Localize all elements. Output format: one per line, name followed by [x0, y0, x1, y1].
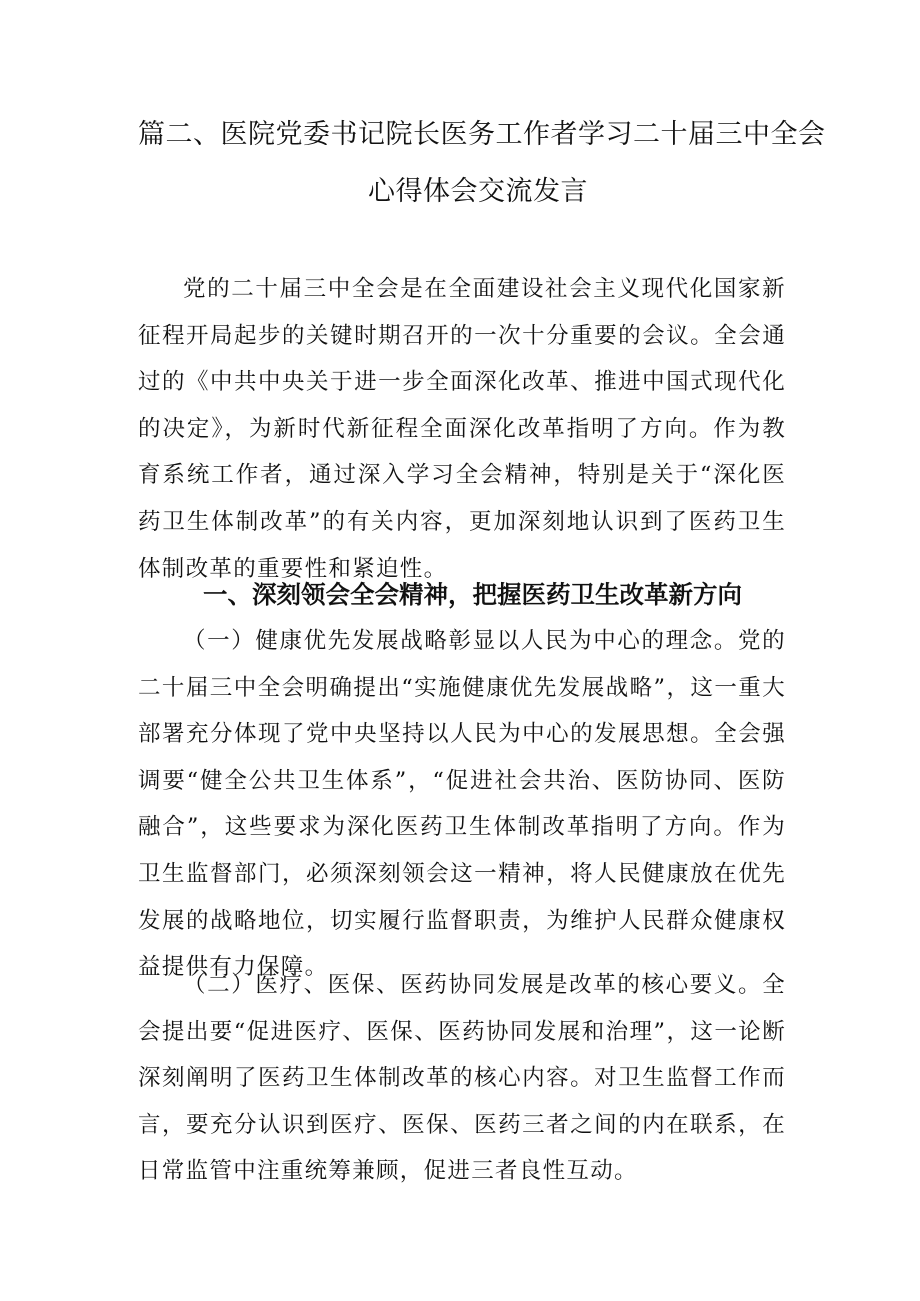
document-title-line-1: 篇二、医院党委书记院长医务工作者学习二十届三中全会: [138, 119, 826, 150]
intro-paragraph: 党的二十届三中全会是在全面建设社会主义现代化国家新征程开局起步的关键时期召开的一次十分重要的会议。全会通过的《中共中央关于进一步全面深化改革、推进中国式现代化的决定》，为新时代新征程全面深化改革指明了方向。作为教育系统工作者，通过深入学习全会精神，特别是关于“深化医药卫生体制改革”的有关内容，更加深刻地认识到了医药卫生体制改革的重要性和紧迫性。: [138, 276, 786, 582]
subsection-paragraph-2: （二）医疗、医保、医药协同发展是改革的核心要义。全会提出要“促进医疗、医保、医药协同发展和治理”，这一论断深刻阐明了医药卫生体制改革的核心内容。对卫生监督工作而言，要充分认识到医疗、医保、医药三者之间的内在联系，在日常监管中注重统筹兼顾，促进三者良性互动。: [138, 972, 786, 1185]
subsection-paragraph-1: （一）健康优先发展战略彰显以人民为中心的理念。党的二十届三中全会明确提出“实施健康优先发展战略”，这一重大部署充分体现了党中央坚持以人民为中心的发展思想。全会强调要“健全公共卫生体系”，“促进社会共治、医防协同、医防融合”，这些要求为深化医药卫生体制改革指明了方向。作为卫生监督部门，必须深刻领会这一精神，将人民健康放在优先发展的战略地位，切实履行监督职责，为维护人民群众健康权益提供有力保障。: [138, 628, 786, 981]
section-heading-1: 一、深刻领会全会精神，把握医药卫生改革新方向: [203, 580, 742, 609]
document-title-line-2: 心得体会交流发言: [368, 176, 588, 207]
